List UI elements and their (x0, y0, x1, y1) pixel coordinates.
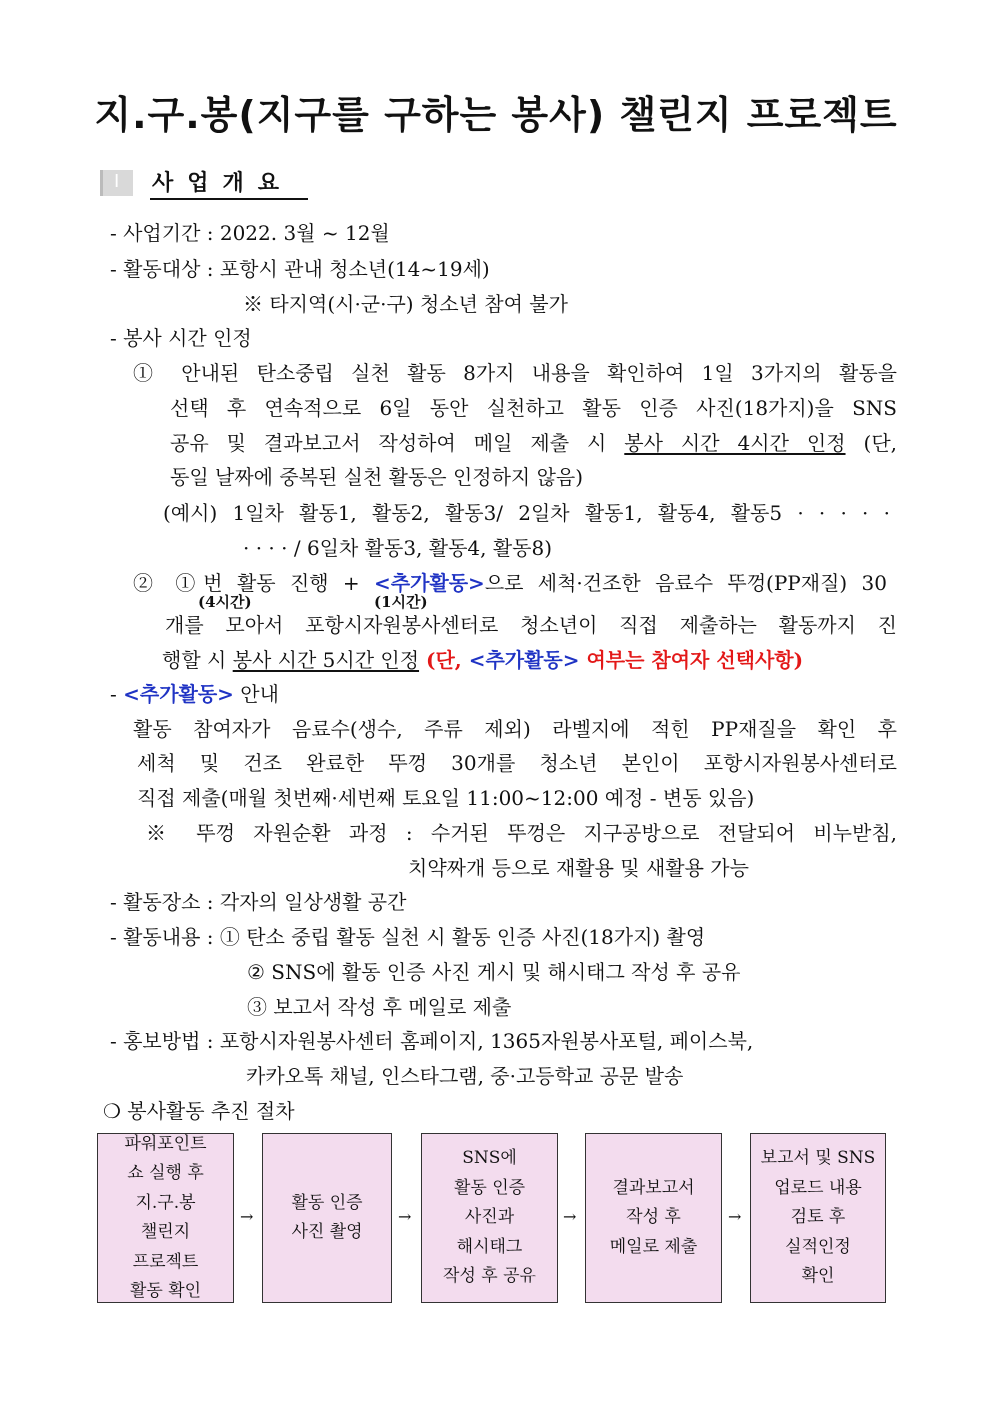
arrow-right-icon: → (563, 1207, 577, 1226)
item1-line3-text: 공유 및 결과보고서 작성하여 메일 제출 시 (170, 431, 625, 455)
item1-line3 (170, 430, 897, 456)
step-1-line: 쇼 실행 후 (127, 1163, 204, 1183)
item2-hours-recognized: 봉사 시간 5시간 인정 (232, 648, 420, 672)
example-line1: (예시) 1일차 활동1, 활동2, 활동3/ 2일차 활동1, 활동4, 활동5 · · · · · (163, 501, 890, 525)
extra-heading (110, 681, 279, 707)
section-title-underline (150, 198, 308, 200)
step-1-line: 파워포인트 (124, 1133, 207, 1154)
extra-heading-dash: - (110, 682, 124, 706)
place-line: - 활동장소 : 각자의 일상생활 공간 (110, 890, 407, 914)
content-line3: ③ 보고서 작성 후 메일로 제출 (247, 995, 512, 1019)
item1-line3-tail: (단, (845, 431, 897, 455)
extra-heading-text: 안내 (233, 682, 279, 706)
arrow-right-icon: → (728, 1207, 742, 1226)
section-number-badge (100, 170, 133, 196)
step-3-line: 사진과 (464, 1207, 515, 1228)
item1-hours-recognized: 봉사 시간 4시간 인정 (624, 431, 846, 455)
step-4-line: 작성 후 (626, 1207, 681, 1228)
item2-line3 (162, 647, 803, 673)
procedure-step-4 (585, 1133, 722, 1303)
step-5-line: 업로드 내용 (774, 1177, 862, 1198)
item2-sub-1hour: (1시간) (374, 593, 428, 611)
item2-line1-tail: 으로 세척·건조한 음료수 뚜껑(PP재질) 30 (484, 571, 887, 595)
step-3-line: 해시태그 (456, 1236, 523, 1257)
step-5-line: 실적인정 (785, 1236, 851, 1257)
item2-note-end: 여부는 참여자 선택사항) (579, 648, 804, 672)
section-number: Ⅰ (114, 171, 120, 192)
extra-note-line1: ※ 뚜껑 자원순환 과정 : 수거된 뚜껑은 지구공방으로 전달되어 비누받침, (146, 821, 897, 845)
step-4-line: 메일로 제출 (609, 1236, 698, 1257)
page-title: 지.구.봉(지구를 구하는 봉사) 챌린지 프로젝트 (94, 93, 898, 137)
extra-line3: 직접 제출(매월 첫번째·세번째 토요일 11:00~12:00 예정 - 변동 있음) (137, 786, 755, 810)
item2-note-start: (단, (419, 648, 469, 672)
extra-activity-tag: <추가활동> (374, 571, 485, 595)
section-title: 사업개요 (152, 171, 294, 196)
procedure-heading: ❍ 봉사활동 추진 절차 (103, 1099, 295, 1123)
example-line2: · · · · / 6일차 활동3, 활동4, 활동8) (243, 536, 553, 560)
arrow-right-icon: → (398, 1207, 412, 1226)
step-1-line: 챌린지 (140, 1222, 191, 1242)
step-1-line: 지.구.봉 (135, 1192, 196, 1213)
hours-heading: - 봉사 시간 인정 (110, 326, 252, 350)
item1-line2: 선택 후 연속적으로 6일 동안 실천하고 활동 인증 사진(18가지)을 SNS (170, 396, 897, 420)
step-2-line: 활동 인증 (291, 1192, 363, 1213)
extra-line1: 활동 참여자가 음료수(생수, 주류 제외) 라벨지에 적힌 PP재질을 확인 후 (133, 717, 897, 741)
step-5-line: 확인 (801, 1266, 835, 1287)
target-line: - 활동대상 : 포항시 관내 청소년(14~19세) (110, 257, 490, 281)
target-note: ※ 타지역(시·군·구) 청소년 참여 불가 (243, 292, 568, 316)
step-4-line: 결과보고서 (612, 1177, 695, 1198)
item1-line4: 동일 날짜에 중복된 실천 활동은 인정하지 않음) (170, 465, 584, 489)
step-1-line: 활동 확인 (129, 1281, 202, 1301)
procedure-step-1 (97, 1133, 234, 1303)
arrow-right-icon: → (240, 1207, 254, 1226)
extra-line2: 세척 및 건조 완료한 뚜껑 30개를 청소년 본인이 포항시자원봉사센터로 (137, 751, 897, 775)
step-5-line: 보고서 및 SNS (760, 1148, 876, 1169)
item2-line2: 개를 모아서 포항시자원봉사센터로 청소년이 직접 제출하는 활동까지 진 (165, 613, 897, 637)
promo-line1: - 홍보방법 : 포항시자원봉사센터 홈페이지, 1365자원봉사포털, 페이스북, (110, 1029, 754, 1053)
item2-sub-4hours: (4시간) (198, 593, 252, 611)
item2-line1-text: ② ①번 활동 진행 + (133, 571, 375, 595)
step-1-line: 프로젝트 (132, 1251, 199, 1272)
step-2-line: 사진 촬영 (291, 1222, 363, 1242)
step-3-line: 작성 후 공유 (443, 1266, 536, 1287)
period-line: - 사업기간 : 2022. 3월 ~ 12월 (110, 221, 390, 245)
promo-line2: 카카오톡 채널, 인스타그램, 중·고등학교 공문 발송 (246, 1064, 684, 1088)
extra-heading-tag: <추가활동> (123, 682, 234, 706)
procedure-step-5 (750, 1133, 886, 1303)
step-3-line: SNS에 (462, 1148, 517, 1169)
item2-line3-text: 행할 시 (162, 648, 233, 672)
item1-line1: ① 안내된 탄소중립 실천 활동 8가지 내용을 확인하여 1일 3가지의 활동을 (133, 361, 897, 385)
extra-note-line2: 치약짜개 등으로 재활용 및 새활용 가능 (408, 856, 749, 880)
step-3-line: 활동 인증 (453, 1177, 526, 1198)
procedure-step-2 (262, 1133, 392, 1303)
item2-note-tag: <추가활동> (468, 648, 580, 672)
content-line2: ② SNS에 활동 인증 사진 게시 및 해시태그 작성 후 공유 (247, 960, 741, 984)
content-line1: - 활동내용 : ① 탄소 중립 활동 실천 시 활동 인증 사진(18가지) 촬영 (110, 925, 706, 949)
step-5-line: 검토 후 (790, 1207, 846, 1228)
procedure-step-3 (421, 1133, 558, 1303)
